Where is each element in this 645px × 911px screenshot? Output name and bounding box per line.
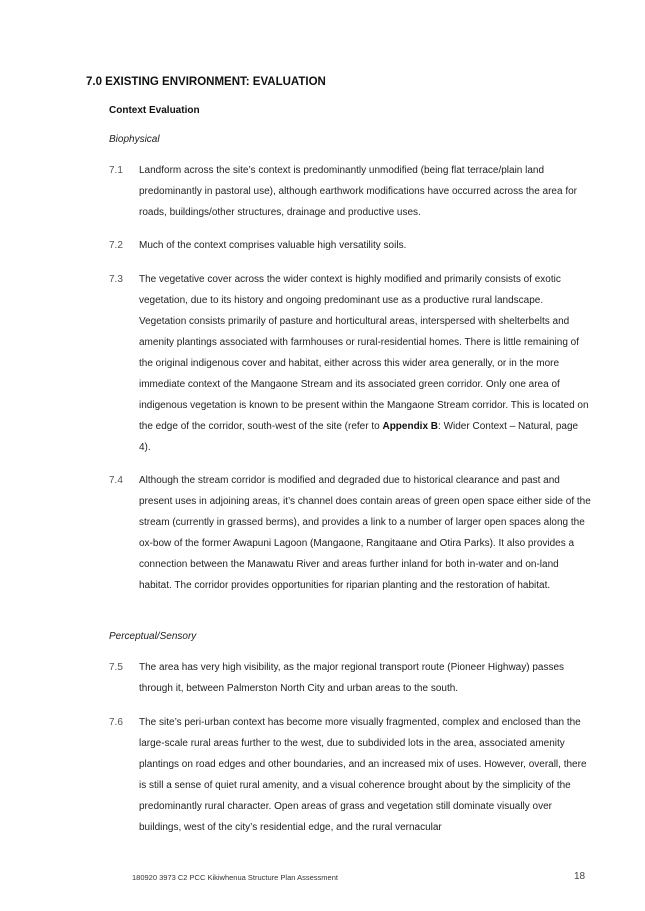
group-heading-perceptual: Perceptual/Sensory xyxy=(109,631,197,642)
paragraph-7-5 xyxy=(109,657,591,699)
paragraph-text xyxy=(139,269,591,458)
paragraph-text: The site’s peri-urban context has become more visually fragmented, complex and enclosed than the large-scale rural areas further to the west, due to subdivided lots in the area, associated amenity plantings on road edges and other boundaries, and an increased mix of uses. However, overall, there is still a sense of quiet rural amenity, and a visual coherence brought about by the simplicity of the predominantly rural character. Open areas of grass and vegetation still dominate visually over buildings, west of the city’s residential edge, and the rural vernacular xyxy=(139,717,587,833)
footer-document-reference: 180920 3973 C2 PCC Kikiwhenua Structure Plan Assessment xyxy=(132,873,338,882)
paragraph-number: 7.3 xyxy=(109,274,123,285)
paragraph-7-3 xyxy=(109,269,591,458)
paragraph-text: Although the stream corridor is modified and degraded due to historical clearance and past and present uses in adjoining areas, it’s channel does contain areas of green open space either side of the stream (currently in grassed berms), and provides a link to a number of larger open spaces along the ox-bow of the former Awapuni Lagoon (Mangaone, Rangitaane and Otira Parks). It also provides a connection between the Manawatu River and areas further inland for both in-water and on-land habitat. The corridor provides opportunities for riparian planting and the restoration of habitat. xyxy=(139,475,591,591)
paragraph-text-part: : Wider Context – Natural, page 4). xyxy=(139,421,579,453)
paragraph-7-1 xyxy=(109,160,591,223)
paragraph-number: 7.4 xyxy=(109,475,123,486)
paragraph-number: 7.1 xyxy=(109,165,123,176)
paragraph-7-4 xyxy=(109,470,591,596)
subsection-heading: Context Evaluation xyxy=(109,105,200,116)
paragraph-7-2 xyxy=(109,235,591,256)
paragraph-number: 7.2 xyxy=(109,240,123,251)
paragraph-number: 7.5 xyxy=(109,662,123,673)
paragraph-text: The area has very high visibility, as the major regional transport route (Pioneer Highway) passes through it, between Palmerston North City and urban areas to the south. xyxy=(139,662,565,694)
paragraph-number: 7.6 xyxy=(109,717,123,728)
footer-page-number: 18 xyxy=(574,871,586,882)
group-heading-biophysical: Biophysical xyxy=(109,134,160,145)
section-heading: 7.0 EXISTING ENVIRONMENT: EVALUATION xyxy=(86,76,326,88)
paragraph-text: Much of the context comprises valuable high versatility soils. xyxy=(139,240,407,251)
paragraph-text: Landform across the site’s context is predominantly unmodified (being flat terrace/plain land predominantly in pastoral use), although earthwork modifications have occurred across the area for roads, buildings/other structures, drainage and productive uses. xyxy=(139,165,578,218)
appendix-reference: Appendix B xyxy=(382,421,439,432)
paragraph-7-6 xyxy=(109,712,591,838)
paragraph-text-part: The vegetative cover across the wider context is highly modified and primarily consists of exotic vegetation, due to its history and ongoing predominant use as a productive rural landscape. Vegetation consists primarily of pasture and horticultural areas, interspersed with shelterbelts and amenity plantings associated with farmhouses or rural-residential homes. There is little remaining of the original indigenous cover and habitat, either across this wider area generally, or in the more immediate context of the Mangaone Stream and its associated green corridor. Only one area of indigenous vegetation is known to be present within the Mangaone Stream corridor. This is located on the edge of the corridor, south-west of the site (refer to xyxy=(139,274,589,432)
